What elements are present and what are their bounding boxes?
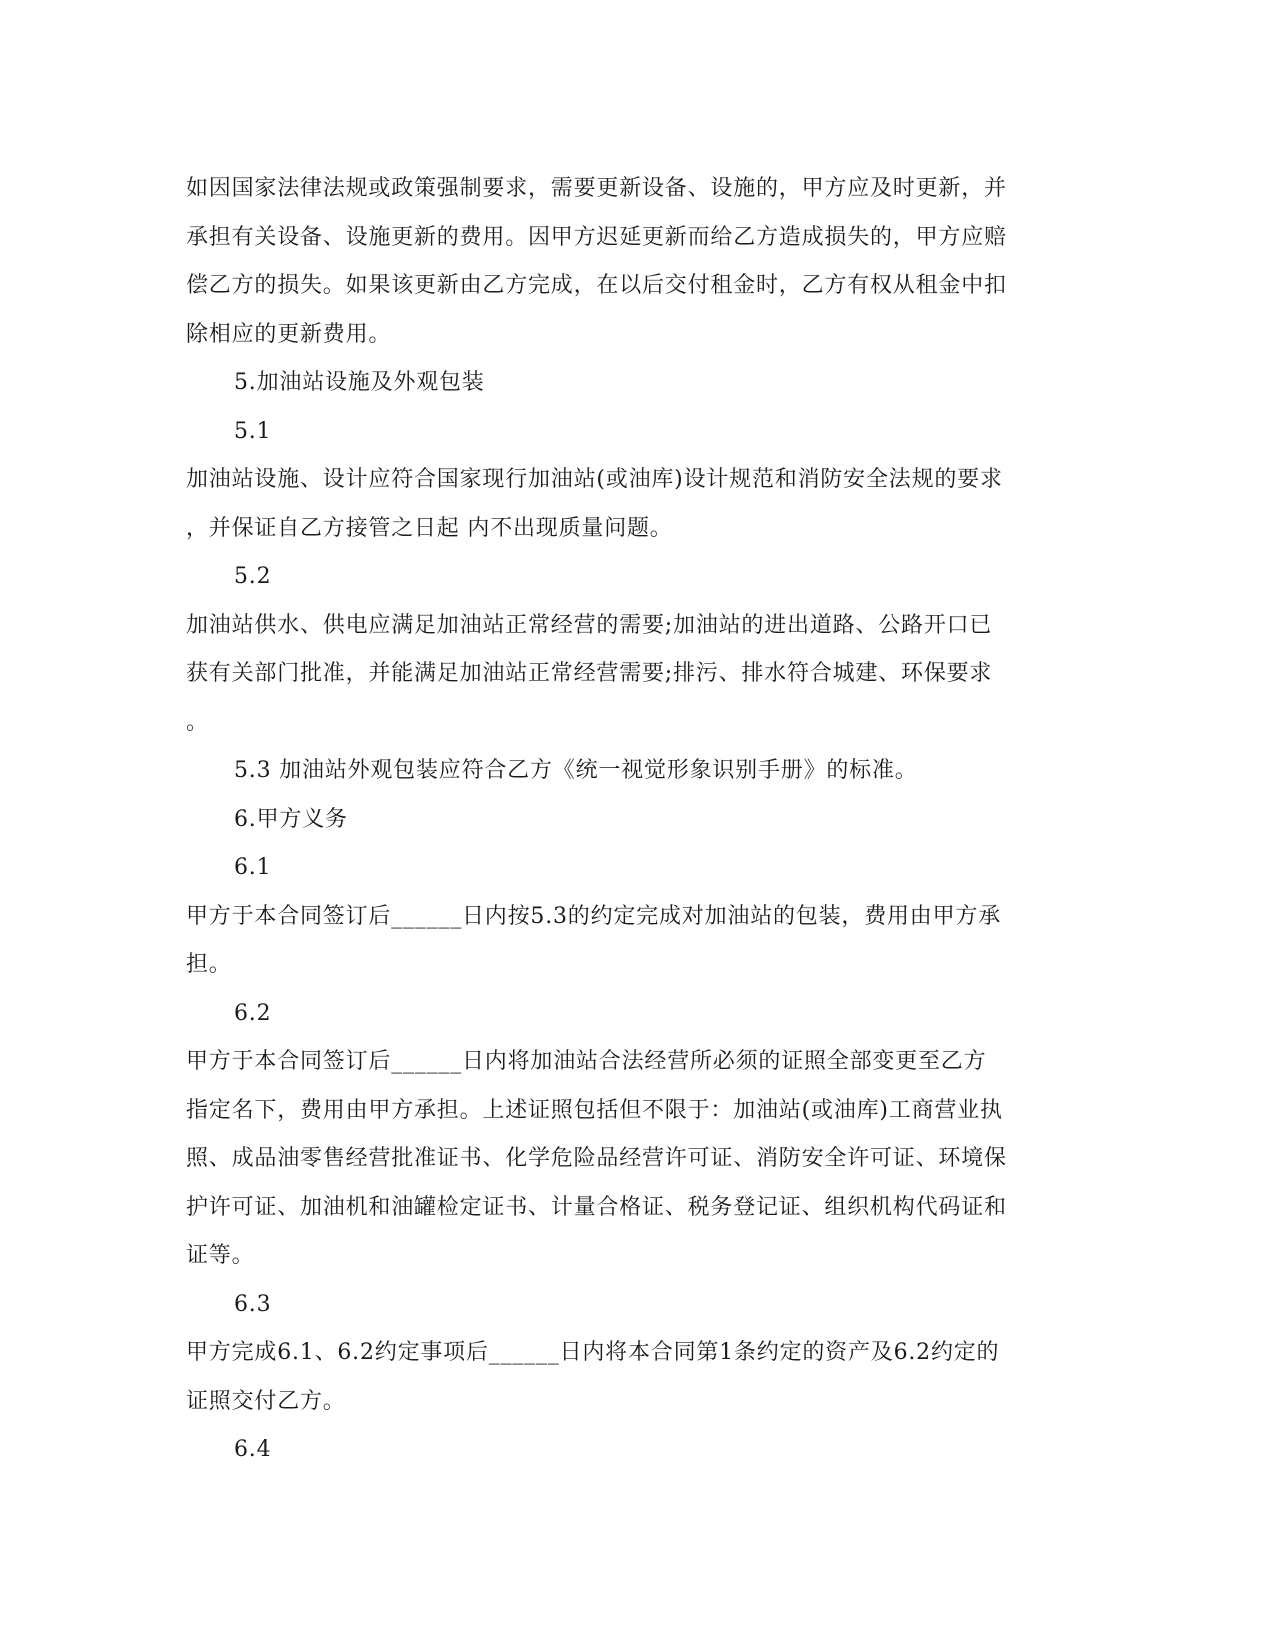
text-line-23: 证等。: [186, 1243, 255, 1268]
clause-number-6-4: 6.4: [234, 1437, 272, 1462]
text-line-22: 护许可证、加油机和油罐检定证书、计量合格证、税务登记证、组织机构代码证和: [186, 1194, 1007, 1220]
text-line-2: 承担有关设备、设施更新的费用。因甲方迟延更新而给乙方造成损失的，甲方应赔: [186, 224, 1007, 250]
text-line-21: 照、成品油零售经营批准证书、化学危险品经营许可证、消防安全许可证、环境保: [186, 1146, 1007, 1171]
text-line-16: 甲方于本合同签订后______日内按5.3的约定完成对加油站的包装，费用由甲方承: [186, 903, 1001, 929]
text-line-25: 甲方完成6.1、6.2约定事项后______日内将本合同第1条约定的资产及6.2约定的: [186, 1340, 1000, 1365]
clause-number-5-2: 5.2: [234, 564, 272, 589]
text-line-19: 甲方于本合同签订后______日内将加油站合法经营所必须的证照全部变更至乙方: [186, 1049, 987, 1074]
text-line-7: 加油站设施、设计应符合国家现行加油站(或油库)设计规范和消防安全法规的要求: [186, 467, 1003, 492]
clause-number-6-3: 6.3: [234, 1291, 272, 1317]
text-line-3: 偿乙方的损失。如果该更新由乙方完成，在以后交付租金时，乙方有权从租金中扣: [186, 273, 1007, 298]
text-line-17: 担。: [186, 952, 232, 977]
text-line-8: ，并保证自乙方接管之日起 内不出现质量问题。: [186, 515, 673, 541]
clause-number-5-1: 5.1: [234, 418, 272, 444]
text-line-11: 获有关部门批准，并能满足加油站正常经营需要;排污、排水符合城建、环保要求: [186, 661, 993, 686]
clause-5-3: 5.3 加油站外观包装应符合乙方《统一视觉形象识别手册》的标准。: [234, 758, 918, 783]
text-line-20: 指定名下，费用由甲方承担。上述证照包括但不限于：加油站(或油库)工商营业执: [186, 1097, 1003, 1123]
text-line-26: 证照交付乙方。: [186, 1388, 346, 1414]
text-line-1: 如因国家法律法规或政策强制要求，需要更新设备、设施的，甲方应及时更新，并: [186, 176, 1007, 201]
document-body: [186, 165, 1086, 1475]
section-heading-6: 6.甲方义务: [234, 806, 348, 832]
text-line-4: 除相应的更新费用。: [186, 321, 392, 347]
text-line-10: 加油站供水、供电应满足加油站正常经营的需要;加油站的进出道路、公路开口已: [186, 612, 993, 638]
clause-number-6-1: 6.1: [234, 855, 272, 880]
section-heading-5: 5.加油站设施及外观包装: [234, 370, 485, 395]
clause-number-6-2: 6.2: [234, 1000, 272, 1026]
text-line-12: 。: [186, 709, 209, 735]
